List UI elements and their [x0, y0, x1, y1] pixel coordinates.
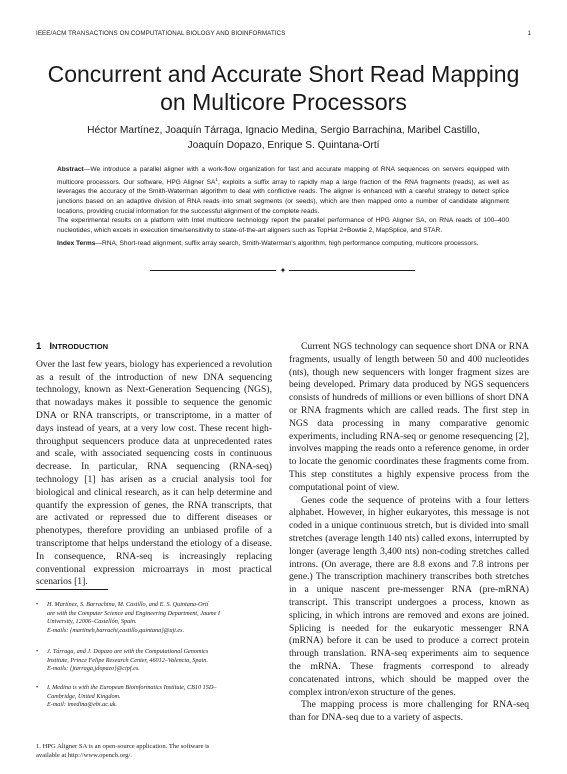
- affiliation-bullet: •: [36, 684, 39, 691]
- abstract-text-1b: , exploits a suffix array to rapidly map a large fraction of the RNA fragments (reads), as well as leverages the accuracy of the Smith-Waterman algorithm to deal with conflictive reads. The aligner is enhanced with a careful strategy to detect splice junctions based on an adaptive division of RNA reads into small segments (or seeds), which are then mapped onto a number of candidate alignment locations, providing crucial information for the successful alignment of the complete reads.: [57, 178, 509, 215]
- divider-rule-right: [289, 270, 415, 271]
- paper-title: [20, 60, 547, 116]
- author-list: [30, 124, 537, 153]
- affiliation-2-email: E-mails: {jtarraga,jdopazo}@cipf.es.: [47, 665, 140, 673]
- divider-rule-left: [150, 270, 276, 271]
- right-paragraph-3: The mapping process is more challenging for RNA-seq than for DNA-seq due to a variety of aspects.: [289, 699, 529, 724]
- affiliation-2-line: Institute, Prince Felipe Research Center, 46012–Valencia, Spain.: [47, 656, 208, 664]
- journal-name: IEEE/ACM TRANSACTIONS ON COMPUTATIONAL BIOLOGY AND BIOINFORMATICS: [36, 30, 286, 37]
- affiliation-3: [36, 684, 272, 710]
- abstract-label: Abstract: [57, 166, 84, 173]
- affiliation-2-line: J. Tárraga, and J. Dopazo are with the Computational Genomics: [47, 648, 209, 655]
- footnote-rule: [36, 589, 108, 590]
- index-terms: [57, 239, 509, 249]
- affiliation-1-line: H. Martínez, S. Barrachina, M. Castillo, and E. S. Quintana-Ortí: [47, 601, 209, 608]
- authors-line-1: Héctor Martínez, Joaquín Tárraga, Ignacio Medina, Sergio Barrachina, Maribel Castillo,: [87, 125, 480, 136]
- abstract-paragraph-2: The experimental results on a platform with Intel multicore technology report the parallel performance of HPG Aligner SA, on RNA reads of 100–400 nucleotides, which excels in execution time/sensitivity to state-of-the-art aligners such as TopHat 2+Bowtie 2, MapSplice, and STAR.: [57, 217, 509, 234]
- left-column: [36, 341, 272, 589]
- section-title-rest: NTRODUCTION: [52, 342, 109, 351]
- index-terms-text: RNA, Short-read alignment, suffix array search, Smith-Waterman's algorithm, high performance computing, multicore processors.: [101, 240, 479, 247]
- affiliation-1: [36, 601, 272, 635]
- divider-diamond-icon: ✦: [279, 266, 287, 275]
- right-paragraph-1: Current NGS technology can sequence short DNA or RNA fragments, usually of length between 50 and 400 nucleotides (nts), though new sequencers with longer fragment sizes are being developed. Primary data produced by NGS sequencers consists of hundreds of millions or even billions of short DNA or RNA fragments which are called reads. The first step in NGS data processing in many comparative genomic experiments, including RNA-seq or genome resequencing [2], involves mapping the reads onto a reference genome, in order to locate the genomic coordinates these fragments come from. This step constitutes a highly expensive process from the computational point of view.: [289, 341, 529, 493]
- footnote-line-2: available at http://www.opencb.org/.: [36, 752, 132, 759]
- affiliation-bullet: •: [36, 601, 39, 608]
- abstract: [57, 165, 509, 235]
- page-number: 1: [527, 30, 531, 37]
- affiliation-3-line: Cambridge, United Kingdom.: [47, 692, 121, 700]
- section-number: 1: [36, 341, 42, 352]
- abstract-text-1a: We introduce a parallel aligner with a work-flow organization for fast and accurate mapping of RNA sequences on servers equipped with multicore processors. Our software, HPG Aligner SA: [57, 166, 509, 186]
- right-column: [289, 341, 529, 725]
- affiliation-bullet: •: [36, 648, 39, 655]
- title-line-2: on Multicore Processors: [160, 89, 407, 115]
- footnote: [36, 742, 272, 760]
- authors-line-2: Joaquín Dopazo, Enrique S. Quintana-Ortí: [187, 139, 380, 151]
- running-head: [36, 30, 531, 40]
- footnote-line-1: 1. HPG Aligner SA is an open-source application. The software is: [36, 743, 210, 750]
- right-paragraph-2: Genes code the sequence of proteins with a four letters alphabet. However, in higher eukaryotes, this message is not coded in a unique continuous stretch, but is divided into small stretches (average length 140 nts) called exons, interrupted by longer (average length 3,400 nts) non-coding stretches called introns. (On average, there are 8.8 exons and 7.8 introns per gene.) The transcription machinery transcribes both stretches in a unique nascent pre-messenger RNA (pre-mRNA) transcript. This transcript undergoes a process, known as splicing, in which introns are removed and exons are joined. Splicing is needed for the eukaryotic messenger RNA (mRNA) before it can be used to produce a correct protein through translation. RNA-seq experiments aim to sequence the mRNA. These fragments correspond to already concatenated introns, which should be mapped over the complex intron/exon structure of the genes.: [289, 494, 529, 698]
- affiliation-1-email: E-mails: {martineh,barrachi,castillo,quintana}@uji.es.: [47, 626, 185, 634]
- title-line-1: Concurrent and Accurate Short Read Mapping: [47, 61, 520, 87]
- abstract-paragraph-1: [57, 165, 509, 216]
- intro-paragraph-1: Over the last few years, biology has experienced a revolution as a result of the introduction of new DNA sequencing technology, known as Next-Generation Sequencing (NGS), that nowadays makes it possible to sequence the genomic DNA or RNA transcripts, or transcriptome, in a matter of days instead of years, at a very low cost. These recent high-throughput sequencers produce data at unprecedented rates and scale, with associated sequencing costs in continuous decrease. In particular, RNA sequencing (RNA-seq) technology [1] has arisen as a crucial analysis tool for biological and clinical research, as it can help determine and quantify the expression of genes, the RNA transcripts, that are activated or repressed due to different diseases or phenotypes, therefore providing an unbiased profile of a transcriptome that helps understand the etiology of a disease. In consequence, RNA-seq is increasingly replacing conventional expression microarrays in most practical scenarios [1].: [36, 358, 272, 588]
- affiliation-1-line: are with the Computer Science and Engineering Department, Jaume I: [47, 609, 220, 617]
- abstract-footnote-mark: 1: [215, 176, 218, 182]
- affiliation-1-line: University, 12006–Castellón, Spain.: [47, 618, 137, 626]
- section-title-initial: I: [49, 341, 53, 352]
- index-terms-dash: —: [95, 240, 102, 247]
- section-heading: [36, 341, 272, 354]
- index-terms-label: Index Terms: [57, 240, 96, 247]
- affiliation-3-line: I. Medina is with the European Bioinformatics Institute, CB10 1SD–: [47, 684, 217, 691]
- affiliation-3-email: E-mail: imedina@ebi.ac.uk.: [47, 701, 117, 709]
- affiliation-2: [36, 648, 272, 674]
- abstract-dash: —: [83, 166, 91, 173]
